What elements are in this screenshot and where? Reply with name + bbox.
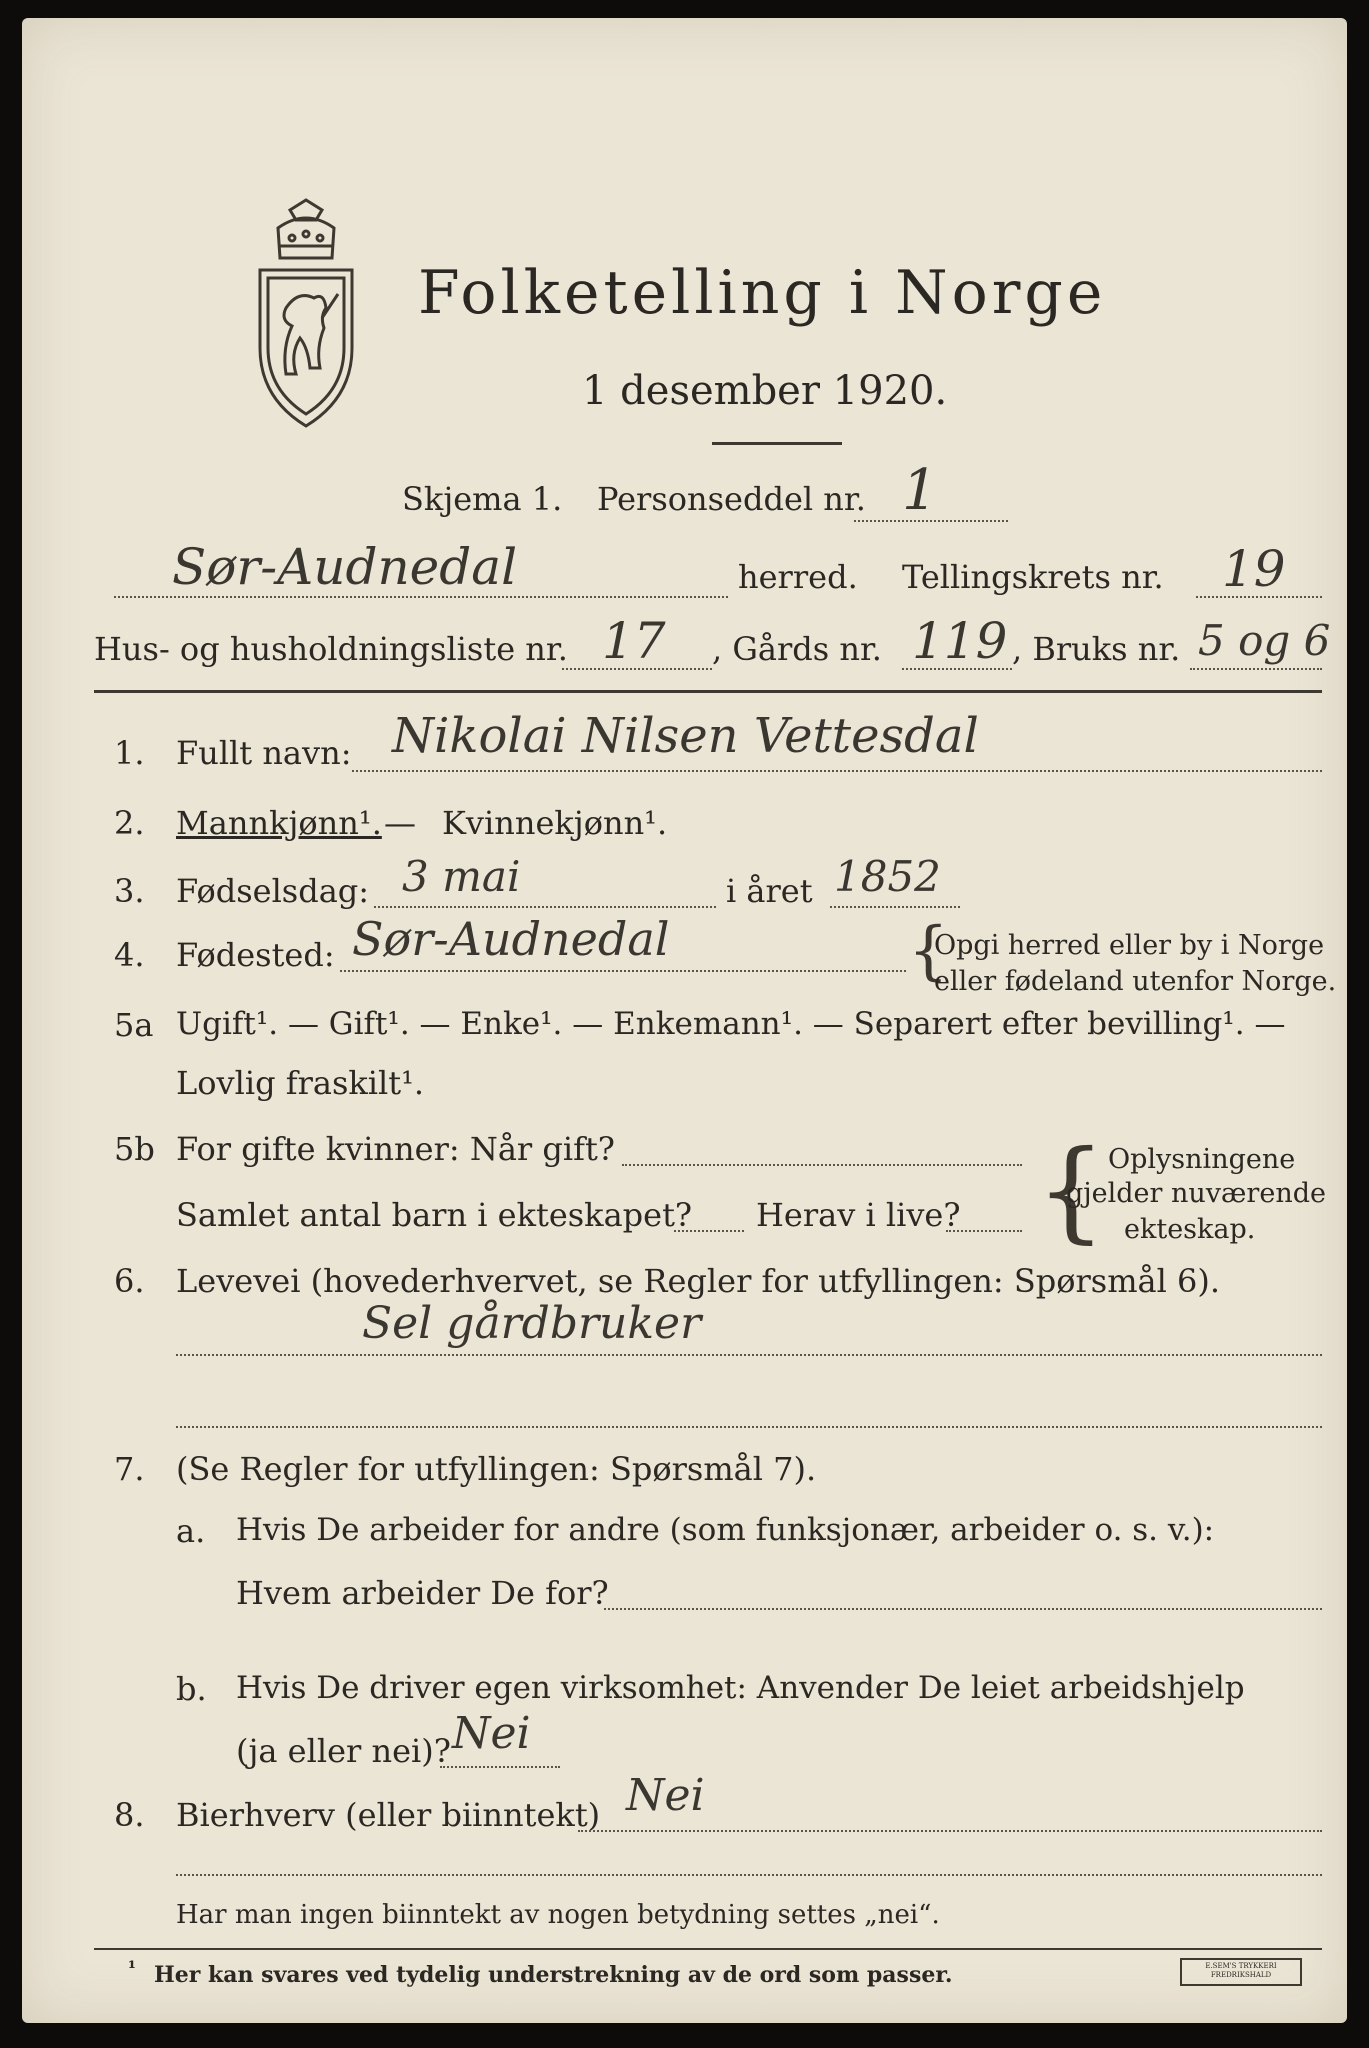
q2-mann: Mannkjønn¹. (176, 804, 382, 842)
herred-line (114, 596, 728, 598)
q8-label: Bierhverv (eller biinntekt) (176, 1796, 601, 1834)
q8-line (578, 1830, 1322, 1832)
gards-label: , Gårds nr. (712, 630, 882, 668)
bruks-value: 5 og 6 (1198, 616, 1331, 665)
title-divider (712, 442, 842, 445)
q6-number: 6. (114, 1262, 145, 1300)
q7b-number: b. (176, 1670, 207, 1708)
q5a-line-1: Ugift¹. — Gift¹. — Enke¹. — Enkemann¹. — Separert efter bevilling¹. — (176, 1006, 1286, 1042)
skjema-label: Skjema 1. (402, 480, 563, 518)
tellingskrets-value: 19 (1222, 540, 1286, 598)
q7a-line-1: Hvis De arbeider for andre (som funksjonær, arbeider o. s. v.): (236, 1512, 1215, 1548)
q4-brace: { (908, 914, 949, 988)
q1-line (352, 770, 1322, 772)
q2-kvinne: Kvinnekjønn¹. (442, 804, 668, 842)
q5b-number: 5b (114, 1130, 155, 1168)
q7b-line (440, 1766, 560, 1768)
q1-value: Nikolai Nilsen Vettesdal (392, 708, 979, 764)
q8-value: Nei (626, 1770, 705, 1821)
q5b-note-2: gjelder nuværende (1066, 1178, 1326, 1209)
personseddel-label: Personseddel nr. (597, 480, 866, 518)
hus-label: Hus- og husholdningsliste nr. (94, 630, 568, 668)
gards-value: 119 (912, 612, 1008, 670)
q3-value: 3 mai (402, 852, 521, 901)
q4-number: 4. (114, 936, 145, 974)
footer-rule (94, 1948, 1322, 1950)
bruks-line (1190, 668, 1322, 670)
footnote: Her kan svares ved tydelig understrekning av de ord som passer. (154, 1962, 953, 1988)
q5b-note-3: ekteskap. (1124, 1214, 1256, 1245)
q5b-line-2a: Samlet antal barn i ekteskapet? (176, 1196, 693, 1234)
q6-label: Levevei (hovederhvervet, se Regler for utfyllingen: Spørsmål 6). (176, 1262, 1221, 1300)
q3-year-line (830, 906, 960, 908)
q3-label: Fødselsdag: (176, 872, 370, 910)
printer-stamp: E.SEM'S TRYKKERI FREDRIKSHALD (1180, 1958, 1302, 1986)
q5b-when-line (622, 1164, 1022, 1166)
q4-label: Fødested: (176, 936, 335, 974)
bruks-label: , Bruks nr. (1012, 630, 1181, 668)
q6-line-2 (176, 1426, 1322, 1428)
herred-value: Sør-Audnedal (172, 538, 518, 596)
q6-value: Sel gårdbruker (362, 1298, 702, 1349)
q5b-note-1: Oplysningene (1108, 1144, 1296, 1175)
q8-number: 8. (114, 1796, 145, 1834)
q7-number: 7. (114, 1450, 145, 1488)
q4-note-2: eller fødeland utenfor Norge. (934, 966, 1337, 997)
q7a-number: a. (176, 1512, 206, 1550)
q7a-line-2: Hvem arbeider De for? (236, 1574, 609, 1612)
q3-line (374, 906, 716, 908)
personseddel-value: 1 (902, 458, 938, 523)
q2-number: 2. (114, 804, 145, 842)
q5a-line-2: Lovlig fraskilt¹. (176, 1064, 425, 1102)
q4-line (340, 970, 906, 972)
census-date: 1 desember 1920. (582, 368, 948, 414)
tellingskrets-label: Tellingskrets nr. (902, 558, 1164, 596)
q1-label: Fullt navn: (176, 734, 352, 772)
q3-number: 3. (114, 872, 145, 910)
footnote-mark: ¹ (128, 1958, 136, 1979)
q7-label: (Se Regler for utfyllingen: Spørsmål 7). (176, 1450, 817, 1488)
q2-sep: — (384, 804, 416, 842)
q8-line-2 (176, 1874, 1322, 1876)
herred-label: herred. (738, 558, 858, 596)
q4-note-1: Opgi herred eller by i Norge (934, 930, 1325, 961)
q5a-number: 5a (114, 1006, 154, 1044)
q3-year-value: 1852 (834, 852, 941, 901)
form-title: Folketelling i Norge (418, 258, 1107, 328)
q7b-value: Nei (452, 1708, 531, 1759)
norwegian-coat-of-arms-icon (250, 198, 362, 430)
q1-number: 1. (114, 734, 145, 772)
q7b-line-2: (ja eller nei)? (236, 1732, 451, 1770)
q6-line-1 (176, 1354, 1322, 1356)
header-rule (94, 690, 1322, 693)
q5b-children-line (674, 1230, 744, 1232)
census-form-sheet (22, 18, 1347, 2023)
hus-value: 17 (602, 612, 666, 670)
q5b-line-1: For gifte kvinner: Når gift? (176, 1130, 615, 1168)
q4-value: Sør-Audnedal (352, 912, 670, 966)
q5b-line-2b: Herav i live? (756, 1196, 961, 1234)
q7b-line-1: Hvis De driver egen virksomhet: Anvender De leiet arbeidshjelp (236, 1670, 1245, 1706)
q5b-brace: { (1036, 1126, 1106, 1254)
q3-year-label: i året (726, 872, 813, 910)
q7a-line (604, 1608, 1322, 1610)
q5b-alive-line (946, 1230, 1022, 1232)
biinntekt-note: Har man ingen biinntekt av nogen betydning settes „nei“. (176, 1900, 940, 1930)
